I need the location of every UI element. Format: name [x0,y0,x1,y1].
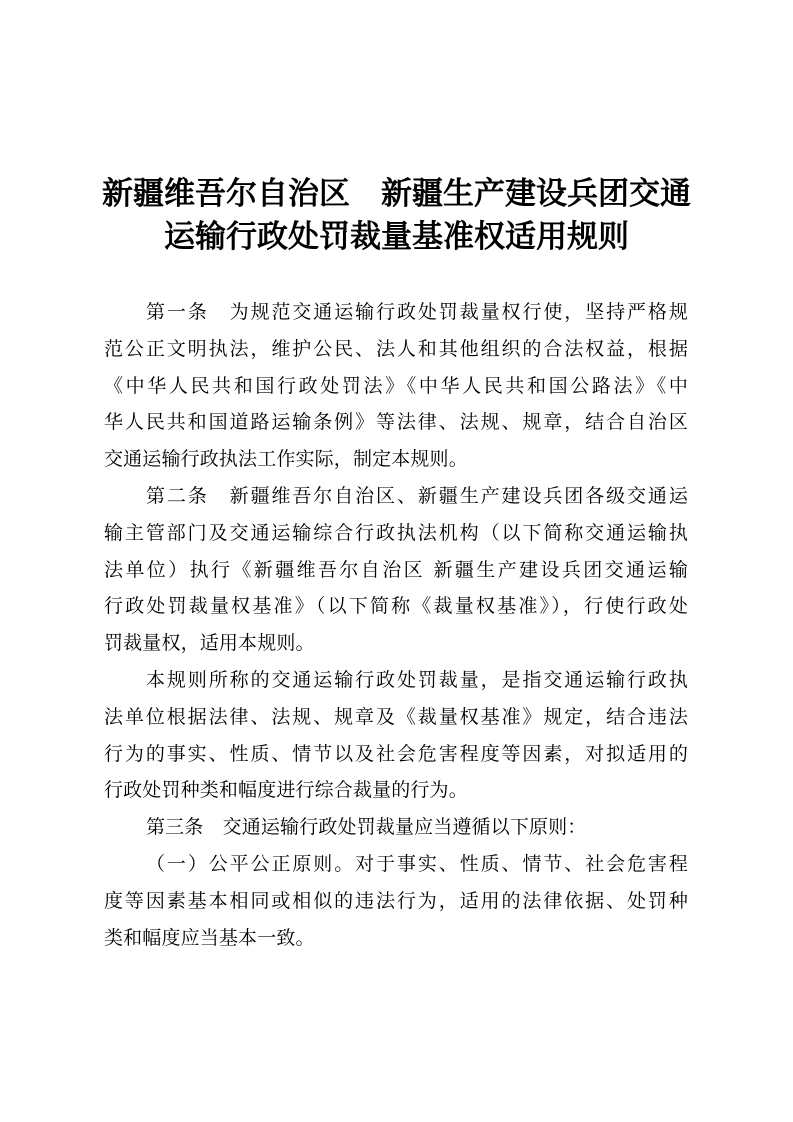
paragraph-article-3 [104,809,688,846]
document-body [104,294,688,956]
paragraph-line: 华人民共和国道路运输条例》等法律、法规、规章，结合自治区 [104,411,688,434]
paragraph-line: 类和幅度应当基本一致。 [104,926,315,949]
paragraph-article-2 [104,478,688,662]
paragraph-article-1 [104,294,688,478]
paragraph-line: 法单位根据法律、法规、规章及《裁量权基准》规定，结合违法 [104,705,688,728]
paragraph-line: 范公正文明执法，维护公民、法人和其他组织的合法权益，根据 [104,337,688,360]
paragraph-line: 行政处罚裁量权基准》（以下简称《裁量权基准》），行使行政处 [104,595,688,618]
paragraph-line: 《中华人民共和国行政处罚法》《中华人民共和国公路法》《中 [104,374,688,397]
paragraph-line: 第一条 为规范交通运输行政处罚裁量权行使，坚持严格规 [146,301,688,323]
paragraph-principle-1 [104,846,688,956]
paragraph-line: 行政处罚种类和幅度进行综合裁量的行为。 [104,779,468,802]
document-title-line-1: 新疆维吾尔自治区 新疆生产建设兵团交通 [102,176,691,212]
paragraph-line: 行为的事实、性质、情节以及社会危害程度等因素，对拟适用的 [104,742,688,765]
paragraph-line: 交通运输行政执法工作实际，制定本规则。 [104,448,468,471]
paragraph-line: 度等因素基本相同或相似的违法行为，适用的法律依据、处罚种 [104,889,688,912]
paragraph-line: 罚裁量权，适用本规则。 [104,632,315,655]
paragraph-definition [104,662,688,809]
document-title-line-2: 运输行政处罚裁量基准权适用规则 [164,219,629,255]
paragraph-line: （一）公平公正原则。对于事实、性质、情节、社会危害程 [146,852,688,875]
paragraph-line: 本规则所称的交通运输行政处罚裁量，是指交通运输行政执 [146,668,688,691]
paragraph-line: 法单位）执行《新疆维吾尔自治区 新疆生产建设兵团交通运输 [104,558,688,581]
paragraph-line: 第三条 交通运输行政处罚裁量应当遵循以下原则： [146,816,587,839]
paragraph-line: 第二条 新疆维吾尔自治区、新疆生产建设兵团各级交通运 [146,484,688,507]
paragraph-line: 输主管部门及交通运输综合行政执法机构（以下简称交通运输执 [104,521,688,544]
